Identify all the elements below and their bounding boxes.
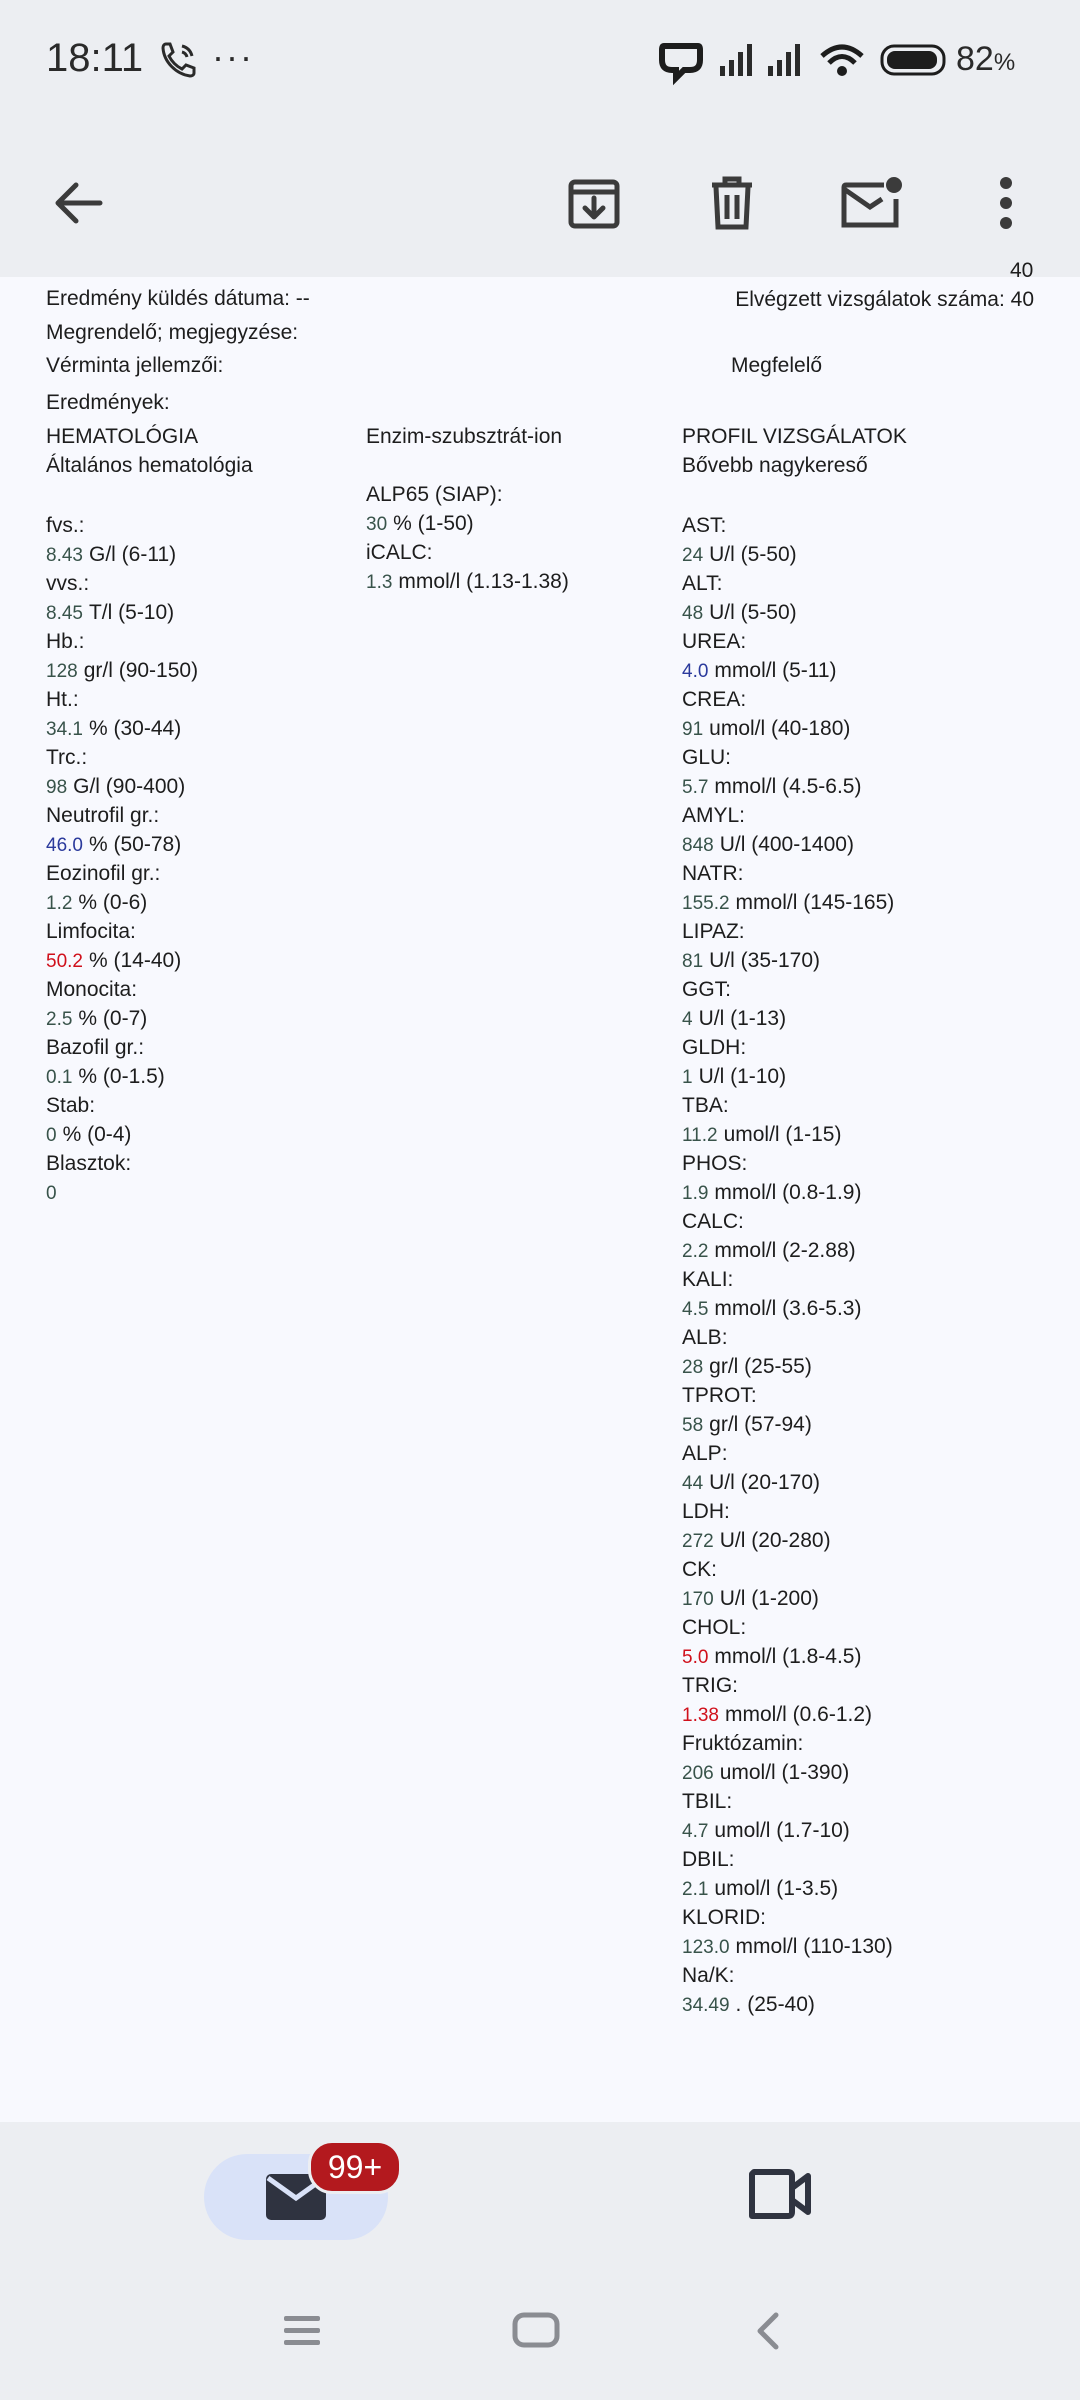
test-result [682, 891, 894, 915]
result-value: 2.5 [46, 1009, 73, 1030]
test-result [682, 1993, 815, 2017]
test-result [682, 601, 797, 625]
archive-icon [567, 176, 621, 230]
test-result [682, 543, 797, 567]
result-value: 48 [682, 603, 704, 624]
result-value: 2.1 [682, 1879, 709, 1900]
result-unit-range: gr/l (90-150) [83, 659, 199, 682]
send-date: Eredmény küldés dátuma: -- [46, 287, 310, 310]
test-name: Neutrofil gr.: [46, 804, 160, 827]
status-bar [0, 0, 1080, 125]
test-result [682, 1761, 849, 1785]
orderer-note: Megrendelő; megjegyzése: [46, 321, 299, 344]
result-unit-range: U/l (20-280) [719, 1529, 831, 1552]
test-result [46, 1123, 131, 1147]
test-result [682, 1877, 838, 1901]
test-name: Fruktózamin: [682, 1732, 804, 1755]
result-value: 91 [682, 719, 704, 740]
test-name: Eozinofil gr.: [46, 862, 161, 885]
test-name: ALT: [682, 572, 723, 595]
more-vert-icon [998, 176, 1014, 230]
more-notifications-icon: ··· [212, 36, 254, 77]
test-result [682, 1587, 819, 1611]
back-arrow-icon [52, 179, 104, 227]
status-time: 18:11 [46, 36, 144, 80]
result-unit-range: U/l (35-170) [709, 949, 821, 972]
test-result [682, 1297, 861, 1321]
test-result [682, 659, 837, 683]
result-value: 11.2 [682, 1125, 718, 1146]
result-unit-range: % (14-40) [88, 949, 182, 972]
result-unit-range: umol/l (1-390) [719, 1761, 850, 1784]
result-unit-range: % (0-7) [78, 1007, 148, 1030]
test-name: DBIL: [682, 1848, 735, 1871]
back-button[interactable] [28, 153, 128, 253]
result-value: 58 [682, 1415, 704, 1436]
result-unit-range: % (0-6) [78, 891, 148, 914]
test-name: TBA: [682, 1094, 729, 1117]
delete-icon [708, 175, 756, 231]
result-unit-range: G/l (6-11) [88, 543, 177, 566]
result-unit-range: mmol/l (145-165) [735, 891, 895, 914]
test-name: Monocita: [46, 978, 138, 1001]
test-name: ALB: [682, 1326, 728, 1349]
result-unit-range: mmol/l (2-2.88) [714, 1239, 856, 1262]
test-result [366, 570, 569, 594]
signal-1-icon [718, 40, 758, 80]
result-value: 272 [682, 1531, 714, 1552]
bottom-navigation [0, 2122, 1080, 2270]
menu-icon[interactable] [284, 2314, 320, 2348]
signal-2-icon [766, 40, 806, 80]
test-name: Trc.: [46, 746, 88, 769]
test-name: Blasztok: [46, 1152, 132, 1175]
result-unit-range: mmol/l (1.13-1.38) [398, 570, 569, 593]
test-count: Elvégzett vizsgálatok száma: 40 [735, 288, 1034, 311]
result-unit-range: % (0-4) [62, 1123, 132, 1146]
test-result [46, 1181, 57, 1205]
result-unit-range: T/l (5-10) [88, 601, 175, 624]
test-name: NATR: [682, 862, 744, 885]
result-unit-range: G/l (90-400) [73, 775, 186, 798]
test-name: ALP: [682, 1442, 728, 1465]
test-result [46, 1007, 147, 1031]
result-unit-range: mmol/l (0.6-1.2) [724, 1703, 873, 1726]
test-name: TBIL: [682, 1790, 733, 1813]
test-result [682, 1181, 861, 1205]
result-unit-range: umol/l (1.7-10) [714, 1819, 850, 1842]
result-value: 1.2 [46, 893, 73, 914]
test-name: KLORID: [682, 1906, 767, 1929]
test-name: fvs.: [46, 514, 85, 537]
back-icon[interactable] [756, 2312, 780, 2350]
delete-button[interactable] [682, 153, 782, 253]
test-name: TPROT: [682, 1384, 757, 1407]
test-result [682, 833, 854, 857]
result-value: 0 [46, 1183, 57, 1204]
test-result [682, 949, 820, 973]
result-value: 46.0 [46, 835, 83, 856]
result-value: 34.1 [46, 719, 83, 740]
wifi-call-icon [160, 40, 198, 80]
result-unit-range: U/l (5-50) [709, 543, 797, 566]
test-name: PHOS: [682, 1152, 748, 1175]
result-value: 0 [46, 1125, 57, 1146]
profile-subtitle: Bővebb nagykereső [682, 454, 868, 477]
result-value: 44 [682, 1473, 704, 1494]
result-value: 0.1 [46, 1067, 73, 1088]
result-value: 8.43 [46, 545, 83, 566]
result-value: 1.9 [682, 1183, 709, 1204]
result-unit-range: umol/l (1-3.5) [714, 1877, 839, 1900]
test-result [682, 1471, 820, 1495]
result-value: 34.49 [682, 1995, 730, 2016]
result-unit-range: % (0-1.5) [78, 1065, 165, 1088]
test-result [46, 775, 185, 799]
result-unit-range: mmol/l (5-11) [714, 659, 837, 682]
test-result [682, 1819, 850, 1843]
test-name: CHOL: [682, 1616, 747, 1639]
top-toolbar [0, 125, 1080, 277]
profile-title: PROFIL VIZSGÁLATOK [682, 425, 907, 448]
test-name: TRIG: [682, 1674, 738, 1697]
test-result [46, 659, 198, 683]
test-result [682, 1413, 812, 1437]
result-unit-range: mmol/l (3.6-5.3) [714, 1297, 862, 1320]
result-unit-range: gr/l (57-94) [709, 1413, 812, 1436]
test-result [366, 512, 474, 536]
test-name: Hb.: [46, 630, 85, 653]
result-unit-range: mmol/l (0.8-1.9) [714, 1181, 862, 1204]
test-name: KALI: [682, 1268, 734, 1291]
test-name: GLDH: [682, 1036, 747, 1059]
test-name: Na/K: [682, 1964, 735, 1987]
result-value: 8.45 [46, 603, 83, 624]
result-value: 123.0 [682, 1937, 730, 1958]
result-value: 848 [682, 835, 714, 856]
test-name: GGT: [682, 978, 732, 1001]
result-unit-range: U/l (1-13) [698, 1007, 787, 1030]
test-result [46, 717, 181, 741]
result-unit-range: U/l (5-50) [709, 601, 797, 624]
results-label: Eredmények: [46, 391, 170, 414]
test-name: CREA: [682, 688, 747, 711]
test-result [46, 833, 181, 857]
result-unit-range: umol/l (1-15) [723, 1123, 842, 1146]
battery-icon [880, 44, 950, 76]
result-value: 4.7 [682, 1821, 709, 1842]
mark-unread-icon [840, 175, 904, 231]
result-value: 2.2 [682, 1241, 709, 1262]
cut-off-text: 40 [1010, 259, 1034, 282]
result-value: 170 [682, 1589, 714, 1610]
more-options-button[interactable] [956, 153, 1056, 253]
result-unit-range: % (30-44) [88, 717, 182, 740]
test-name: CK: [682, 1558, 718, 1581]
test-result [682, 1239, 856, 1263]
result-unit-range: mmol/l (110-130) [735, 1935, 893, 1958]
result-value: 5.0 [682, 1647, 709, 1668]
result-unit-range: mmol/l (4.5-6.5) [714, 775, 862, 798]
battery-percent: 82% [956, 40, 1016, 78]
result-value: 28 [682, 1357, 704, 1378]
result-unit-range: gr/l (25-55) [709, 1355, 812, 1378]
enzyme-title: Enzim-szubsztrát-ion [366, 425, 563, 448]
test-result [682, 1007, 786, 1031]
test-name: ALP65 (SIAP): [366, 483, 503, 506]
result-unit-range: U/l (400-1400) [719, 833, 854, 856]
test-result [682, 1123, 841, 1147]
hematology-title: HEMATOLÓGIA [46, 425, 199, 448]
result-unit-range: . (25-40) [735, 1993, 815, 2016]
test-result [682, 1645, 861, 1669]
test-result [46, 949, 181, 973]
test-name: Limfocita: [46, 920, 136, 943]
result-unit-range: U/l (1-10) [698, 1065, 787, 1088]
test-result [682, 775, 861, 799]
result-value: 30 [366, 514, 388, 535]
test-name: Stab: [46, 1094, 96, 1117]
test-result [46, 1065, 165, 1089]
link-icon [658, 40, 704, 80]
test-name: vvs.: [46, 572, 90, 595]
sample-value: Megfelelő [731, 354, 823, 377]
test-name: GLU: [682, 746, 732, 769]
video-icon [748, 2168, 812, 2220]
result-value: 1 [682, 1067, 693, 1088]
test-name: Ht.: [46, 688, 79, 711]
test-result [682, 1065, 786, 1089]
result-value: 155.2 [682, 893, 730, 914]
result-value: 50.2 [46, 951, 83, 972]
archive-button[interactable] [544, 153, 644, 253]
home-icon[interactable] [512, 2312, 560, 2348]
result-value: 1.3 [366, 572, 393, 593]
test-result [682, 1703, 872, 1727]
result-unit-range: % (50-78) [88, 833, 182, 856]
result-value: 4 [682, 1009, 693, 1030]
result-value: 128 [46, 661, 78, 682]
result-value: 81 [682, 951, 704, 972]
test-name: AMYL: [682, 804, 746, 827]
mark-unread-button[interactable] [822, 153, 922, 253]
test-name: LIPAZ: [682, 920, 745, 943]
test-result [682, 717, 850, 741]
test-name: CALC: [682, 1210, 744, 1233]
result-value: 206 [682, 1763, 714, 1784]
test-result [682, 1355, 812, 1379]
result-unit-range: U/l (1-200) [719, 1587, 819, 1610]
result-value: 1.38 [682, 1705, 719, 1726]
test-result [46, 601, 174, 625]
lab-report [0, 259, 1080, 2122]
result-unit-range: % (1-50) [393, 512, 474, 535]
result-value: 4.0 [682, 661, 709, 682]
result-value: 5.7 [682, 777, 709, 798]
test-name: Bazofil gr.: [46, 1036, 145, 1059]
hematology-subtitle: Általános hematológia [46, 454, 253, 477]
result-value: 4.5 [682, 1299, 709, 1320]
test-result [682, 1935, 893, 1959]
result-unit-range: umol/l (40-180) [709, 717, 851, 740]
unread-badge: 99+ [308, 2140, 402, 2194]
result-unit-range: U/l (20-170) [709, 1471, 821, 1494]
test-name: LDH: [682, 1500, 730, 1523]
result-value: 98 [46, 777, 68, 798]
wifi-icon [818, 40, 866, 80]
test-name: AST: [682, 514, 727, 537]
sample-label: Vérminta jellemzői: [46, 354, 224, 377]
test-result [682, 1529, 831, 1553]
test-result [46, 891, 147, 915]
test-name: UREA: [682, 630, 747, 653]
result-value: 24 [682, 545, 704, 566]
test-name: iCALC: [366, 541, 433, 564]
result-unit-range: mmol/l (1.8-4.5) [714, 1645, 862, 1668]
system-navigation [0, 2270, 1080, 2400]
test-result [46, 543, 176, 567]
